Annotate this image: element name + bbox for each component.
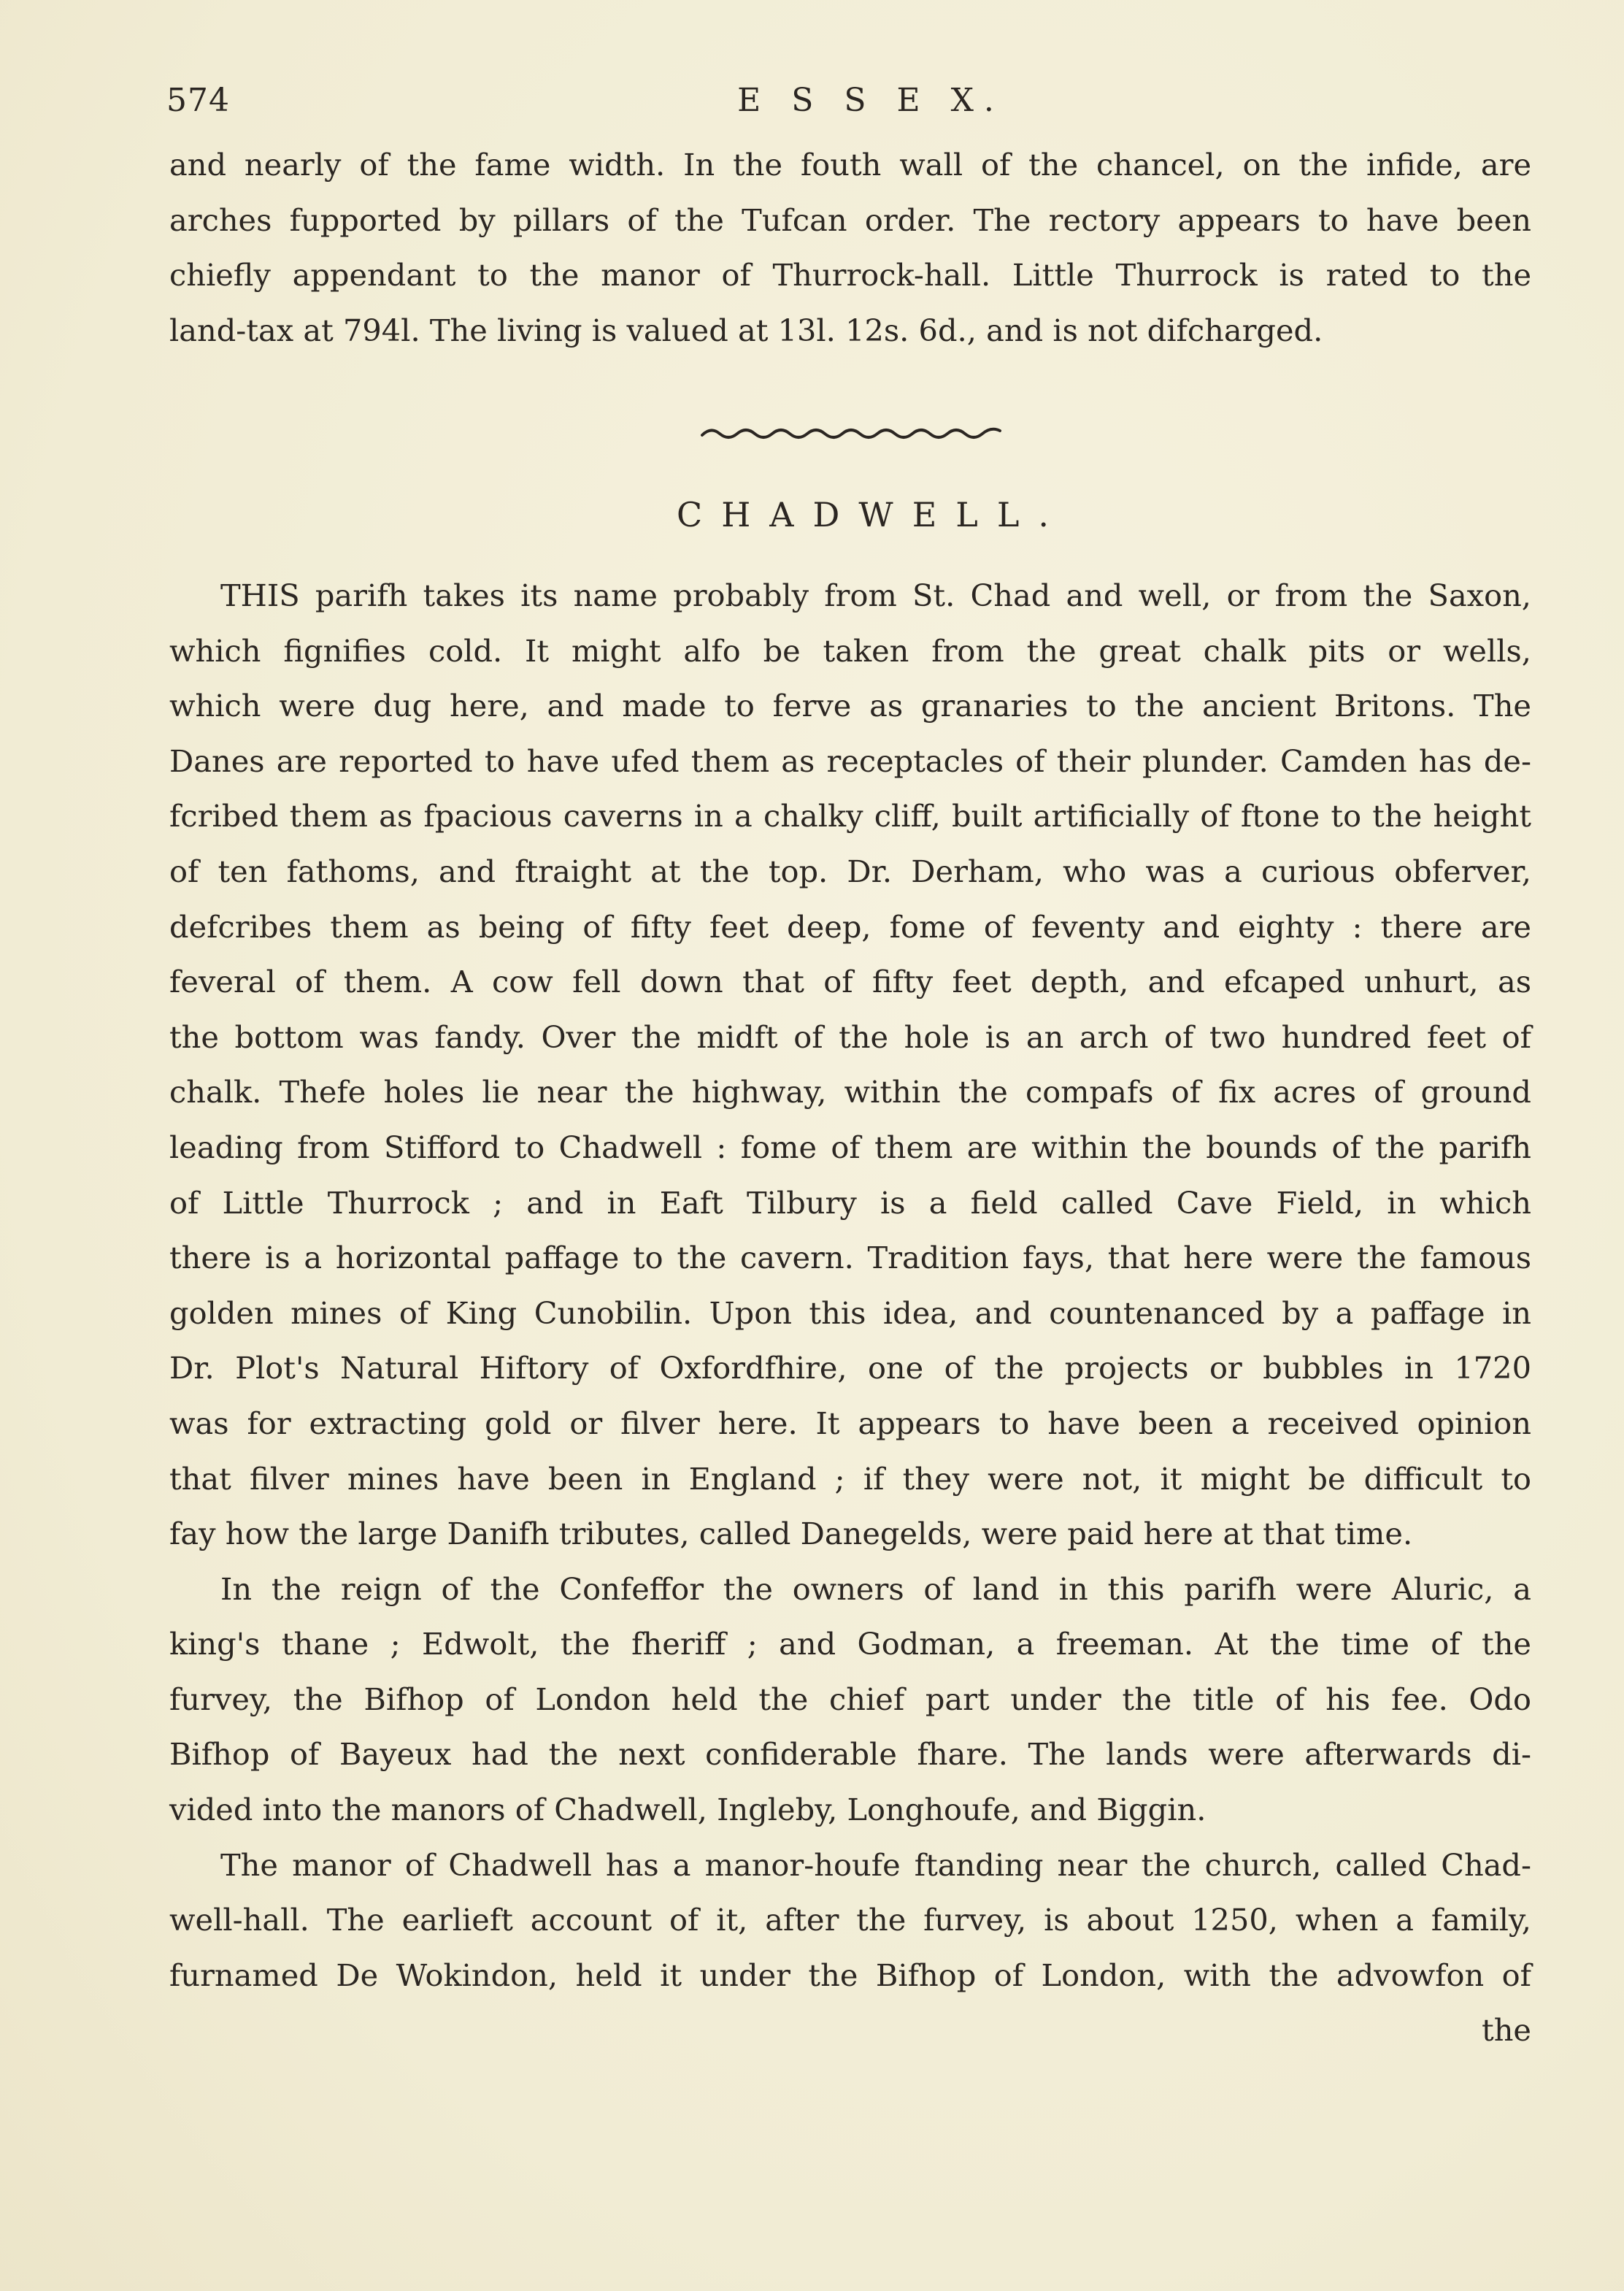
text-line: chiefly appendant to the manor of Thurrock-hall. Little Thurrock is rated to the xyxy=(169,257,1531,293)
section-heading: CHADWELL. xyxy=(677,495,1068,534)
text-line: In the reign of the Confeffor the owners of land in this parifh were Aluric, a xyxy=(220,1570,1531,1607)
text-line: The manor of Chadwell has a manor-houfe ftanding near the church, called Chad- xyxy=(220,1846,1531,1883)
text-line: furnamed De Wokindon, held it under the Bifhop of London, with the advowfon of xyxy=(169,1957,1531,1993)
text-line: land-tax at 794l. The living is valued at 13l. 12s. 6d., and is not difcharged. xyxy=(169,312,1323,348)
text-line: Danes are reported to have ufed them as receptacles of their plunder. Camden has de- xyxy=(169,742,1531,779)
text-line: there is a horizontal paffage to the cavern. Tradition fays, that here were the famous xyxy=(169,1240,1531,1276)
running-title: E S S E X. xyxy=(737,82,1004,119)
page-number: 574 xyxy=(166,82,230,119)
text-line: the bottom was fandy. Over the midft of the hole is an arch of two hundred feet of xyxy=(169,1018,1531,1055)
text-line: king's thane ; Edwolt, the fheriff ; and Godman, a freeman. At the time of the xyxy=(169,1626,1531,1662)
text-line: arches fupported by pillars of the Tufcan order. The rectory appears to have been xyxy=(169,202,1531,238)
paragraph-origin xyxy=(169,568,1531,2058)
ornament-divider-icon xyxy=(701,423,1007,441)
text-line: fay how the large Danifh tributes, called Danegelds, were paid here at that time. xyxy=(169,1516,1413,1552)
text-line: vided into the manors of Chadwell, Ingleby, Longhoufe, and Biggin. xyxy=(169,1792,1207,1828)
text-line: which fignifies cold. It might alfo be taken from the great chalk pits or wells, xyxy=(169,632,1531,669)
text-line: fcribed them as fpacious caverns in a chalky cliff, built artificially of ftone to the height xyxy=(169,798,1531,834)
text-line: well-hall. The earlieft account of it, after the furvey, is about 1250, when a family, xyxy=(169,1902,1531,1938)
text-line: of Little Thurrock ; and in Eaft Tilbury is a field called Cave Field, in which xyxy=(169,1184,1531,1221)
text-line: leading from Stifford to Chadwell : fome of them are within the bounds of the parifh xyxy=(169,1129,1531,1165)
text-line: THIS parifh takes its name probably from St. Chad and well, or from the Saxon, xyxy=(220,577,1531,613)
text-line: furvey, the Bifhop of London held the chief part under the title of his fee. Odo xyxy=(169,1681,1531,1717)
running-head xyxy=(166,82,1531,126)
text-line: chalk. Thefe holes lie near the highway, within the compafs of fix acres of ground xyxy=(169,1074,1531,1110)
text-line: feveral of them. A cow fell down that of fifty feet depth, and efcaped unhurt, as xyxy=(169,964,1531,1000)
intro-paragraph xyxy=(169,137,1531,358)
text-line: defcribes them as being of fifty feet deep, fome of feventy and eighty : there are xyxy=(169,908,1531,945)
text-line: Bifhop of Bayeux had the next confiderable fhare. The lands were afterwards di- xyxy=(169,1736,1531,1773)
text-line: which were dug here, and made to ferve as granaries to the ancient Britons. The xyxy=(169,688,1531,724)
text-line: Dr. Plot's Natural Hiftory of Oxfordfhire, one of the projects or bubbles in 1720 xyxy=(169,1350,1531,1386)
text-line: of ten fathoms, and ftraight at the top. Dr. Derham, who was a curious obferver, xyxy=(169,853,1531,889)
text-line: and nearly of the fame width. In the fouth wall of the chancel, on the infide, are xyxy=(169,147,1531,183)
catchword: the xyxy=(1482,2012,1531,2049)
text-line: that filver mines have been in England ; if they were not, it might be difficult to xyxy=(169,1460,1531,1497)
text-line: golden mines of King Cunobilin. Upon this idea, and countenanced by a paffage in xyxy=(169,1294,1531,1331)
text-line: was for extracting gold or filver here. It appears to have been a received opinion xyxy=(169,1405,1531,1441)
